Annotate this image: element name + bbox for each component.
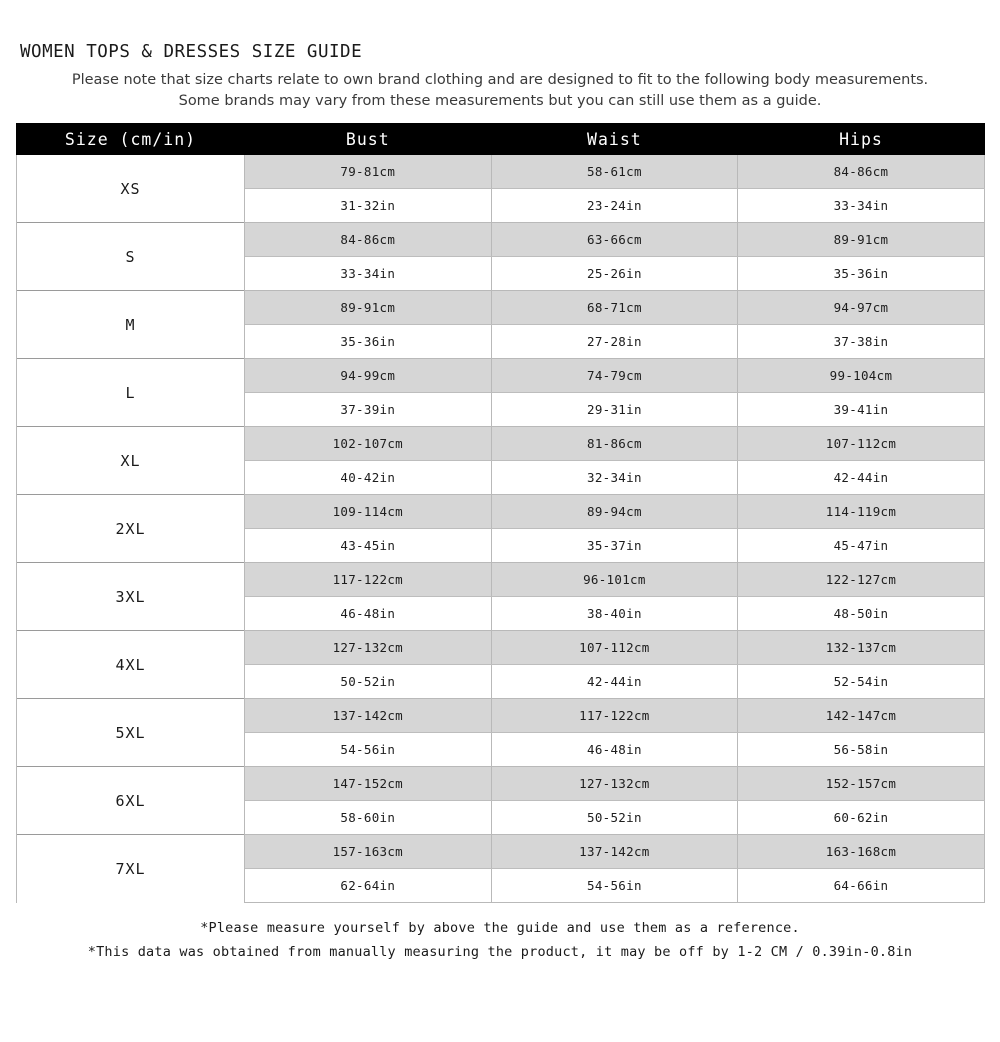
bust-in-value: 43-45in xyxy=(245,529,492,563)
bust-cm-value: 137-142cm xyxy=(245,699,492,733)
waist-cm-value: 89-94cm xyxy=(491,495,738,529)
table-row xyxy=(17,291,985,325)
note-line-1: Please note that size charts relate to own brand clothing and are designed to fit to the following body measurements. xyxy=(71,72,929,88)
bust-cm-value: 102-107cm xyxy=(245,427,492,461)
size-label: M xyxy=(17,291,245,359)
footer-line-2: *This data was obtained from manually measuring the product, it may be off by 1-2 CM / 0.39in-0.8in xyxy=(87,943,913,960)
waist-in-value: 32-34in xyxy=(491,461,738,495)
column-header-size: Size (cm/in) xyxy=(17,124,245,155)
page-title: WOMEN TOPS & DRESSES SIZE GUIDE xyxy=(20,42,363,62)
hips-cm-value: 99-104cm xyxy=(738,359,985,393)
waist-cm-value: 127-132cm xyxy=(491,767,738,801)
size-label: XL xyxy=(17,427,245,495)
bust-cm-value: 94-99cm xyxy=(245,359,492,393)
bust-cm-value: 117-122cm xyxy=(245,563,492,597)
bust-in-value: 40-42in xyxy=(245,461,492,495)
size-label: 2XL xyxy=(17,495,245,563)
hips-in-value: 56-58in xyxy=(738,733,985,767)
bust-in-value: 33-34in xyxy=(245,257,492,291)
waist-cm-value: 117-122cm xyxy=(491,699,738,733)
bust-in-value: 37-39in xyxy=(245,393,492,427)
bust-in-value: 50-52in xyxy=(245,665,492,699)
bust-in-value: 35-36in xyxy=(245,325,492,359)
waist-in-value: 25-26in xyxy=(491,257,738,291)
hips-in-value: 37-38in xyxy=(738,325,985,359)
size-label: 3XL xyxy=(17,563,245,631)
size-label: 7XL xyxy=(17,835,245,903)
size-chart-table xyxy=(16,123,985,903)
hips-in-value: 33-34in xyxy=(738,189,985,223)
hips-in-value: 39-41in xyxy=(738,393,985,427)
column-header-hips: Hips xyxy=(738,124,985,155)
waist-in-value: 38-40in xyxy=(491,597,738,631)
bust-cm-value: 84-86cm xyxy=(245,223,492,257)
waist-cm-value: 63-66cm xyxy=(491,223,738,257)
waist-in-value: 35-37in xyxy=(491,529,738,563)
bust-in-value: 31-32in xyxy=(245,189,492,223)
hips-in-value: 45-47in xyxy=(738,529,985,563)
waist-cm-value: 107-112cm xyxy=(491,631,738,665)
bust-cm-value: 109-114cm xyxy=(245,495,492,529)
waist-in-value: 50-52in xyxy=(491,801,738,835)
note-text xyxy=(16,70,984,111)
bust-cm-value: 147-152cm xyxy=(245,767,492,801)
hips-cm-value: 122-127cm xyxy=(738,563,985,597)
table-row xyxy=(17,223,985,257)
table-body xyxy=(17,155,985,903)
size-label: S xyxy=(17,223,245,291)
footer-line-1: *Please measure yourself by above the guide and use them as a reference. xyxy=(200,920,800,937)
hips-in-value: 48-50in xyxy=(738,597,985,631)
size-label: 4XL xyxy=(17,631,245,699)
waist-cm-value: 81-86cm xyxy=(491,427,738,461)
waist-in-value: 54-56in xyxy=(491,869,738,903)
hips-cm-value: 89-91cm xyxy=(738,223,985,257)
hips-in-value: 52-54in xyxy=(738,665,985,699)
hips-cm-value: 152-157cm xyxy=(738,767,985,801)
waist-in-value: 27-28in xyxy=(491,325,738,359)
size-label: 5XL xyxy=(17,699,245,767)
size-label: 6XL xyxy=(17,767,245,835)
table-row xyxy=(17,495,985,529)
table-row xyxy=(17,427,985,461)
hips-in-value: 35-36in xyxy=(738,257,985,291)
bust-cm-value: 79-81cm xyxy=(245,155,492,189)
bust-cm-value: 157-163cm xyxy=(245,835,492,869)
waist-in-value: 29-31in xyxy=(491,393,738,427)
hips-cm-value: 84-86cm xyxy=(738,155,985,189)
waist-cm-value: 68-71cm xyxy=(491,291,738,325)
waist-in-value: 46-48in xyxy=(491,733,738,767)
table-row xyxy=(17,563,985,597)
table-row xyxy=(17,631,985,665)
column-header-waist: Waist xyxy=(491,124,738,155)
table-row xyxy=(17,767,985,801)
table-row xyxy=(17,835,985,869)
waist-cm-value: 58-61cm xyxy=(491,155,738,189)
note-line-2: Some brands may vary from these measurements but you can still use them as a guide. xyxy=(178,92,822,109)
table-row xyxy=(17,155,985,189)
waist-in-value: 42-44in xyxy=(491,665,738,699)
waist-cm-value: 96-101cm xyxy=(491,563,738,597)
size-label: L xyxy=(17,359,245,427)
hips-in-value: 60-62in xyxy=(738,801,985,835)
table-header xyxy=(17,124,985,155)
header-row xyxy=(17,124,985,155)
footer-notes xyxy=(16,917,984,964)
bust-in-value: 46-48in xyxy=(245,597,492,631)
bust-cm-value: 89-91cm xyxy=(245,291,492,325)
hips-cm-value: 132-137cm xyxy=(738,631,985,665)
waist-cm-value: 137-142cm xyxy=(491,835,738,869)
column-header-bust: Bust xyxy=(245,124,492,155)
hips-in-value: 42-44in xyxy=(738,461,985,495)
bust-in-value: 54-56in xyxy=(245,733,492,767)
waist-in-value: 23-24in xyxy=(491,189,738,223)
hips-cm-value: 114-119cm xyxy=(738,495,985,529)
waist-cm-value: 74-79cm xyxy=(491,359,738,393)
hips-cm-value: 107-112cm xyxy=(738,427,985,461)
hips-cm-value: 94-97cm xyxy=(738,291,985,325)
hips-in-value: 64-66in xyxy=(738,869,985,903)
bust-in-value: 62-64in xyxy=(245,869,492,903)
hips-cm-value: 142-147cm xyxy=(738,699,985,733)
size-label: XS xyxy=(17,155,245,223)
size-guide-page xyxy=(0,42,1000,1042)
bust-cm-value: 127-132cm xyxy=(245,631,492,665)
hips-cm-value: 163-168cm xyxy=(738,835,985,869)
table-row xyxy=(17,699,985,733)
table-row xyxy=(17,359,985,393)
bust-in-value: 58-60in xyxy=(245,801,492,835)
